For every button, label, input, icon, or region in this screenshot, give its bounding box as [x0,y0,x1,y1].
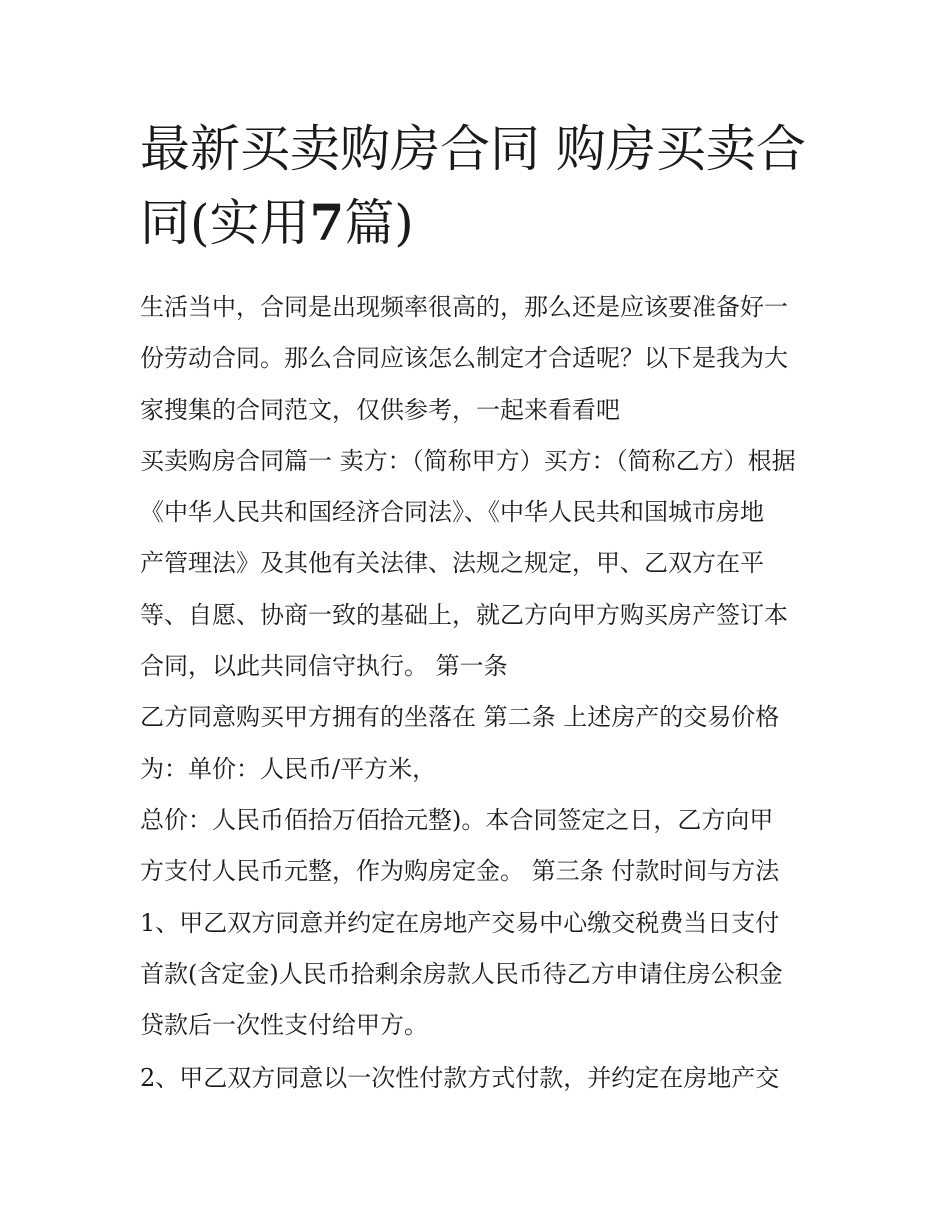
body-line: 首款(含定金)人民币拾剩余房款人民币待乙方申请住房公积金 [140,959,783,988]
body-line: 产管理法》及其他有关法律、法规之规定，甲、乙双方在平 [140,549,764,578]
body-line: 家搜集的合同范文，仅供参考，一起来看看吧 [140,395,620,424]
body-line: 等、自愿、协商一致的基础上，就乙方向甲方购买房产签订本 [140,600,788,629]
title-line-1: 最新买卖购房合同 购房买卖合 [140,120,806,178]
document-body [140,282,830,1105]
title-line-2-number: 7 [309,193,345,252]
document-title [140,112,840,260]
body-line: 份劳动合同。那么合同应该怎么制定才合适呢？以下是我为大 [140,344,788,373]
body-line: 2、甲乙双方同意以一次性付款方式付款，并约定在房地产交 [140,1064,780,1093]
body-line: 贷款后一次性支付给甲方。 [140,1011,428,1040]
body-line: 总价：人民币佰拾万佰拾元整)。本合同签定之日，乙方向甲 [140,805,774,834]
title-line-2-part-a: 同(实用 [140,194,310,252]
body-line: 为：单价：人民币/平方米， [140,754,437,783]
title-line-2-part-c: 篇) [344,194,414,252]
body-line: 《中华人民共和国经济合同法》、《中华人民共和国城市房地 [140,498,764,527]
body-line: 乙方同意购买甲方拥有的坐落在 第二条 上述房产的交易价格 [140,703,780,732]
body-line: 1、甲乙双方同意并约定在房地产交易中心缴交税费当日支付 [140,908,780,937]
body-line: 生活当中，合同是出现频率很高的，那么还是应该要准备好一 [140,293,788,321]
title-line-2 [140,186,840,260]
body-line: 合同，以此共同信守执行。 第一条 [140,652,508,681]
body-line: 买卖购房合同篇一 卖方：（简称甲方）买方：（简称乙方）根据 [140,446,796,475]
body-line: 方支付人民币元整，作为购房定金。 第三条 付款时间与方法 [140,857,780,886]
